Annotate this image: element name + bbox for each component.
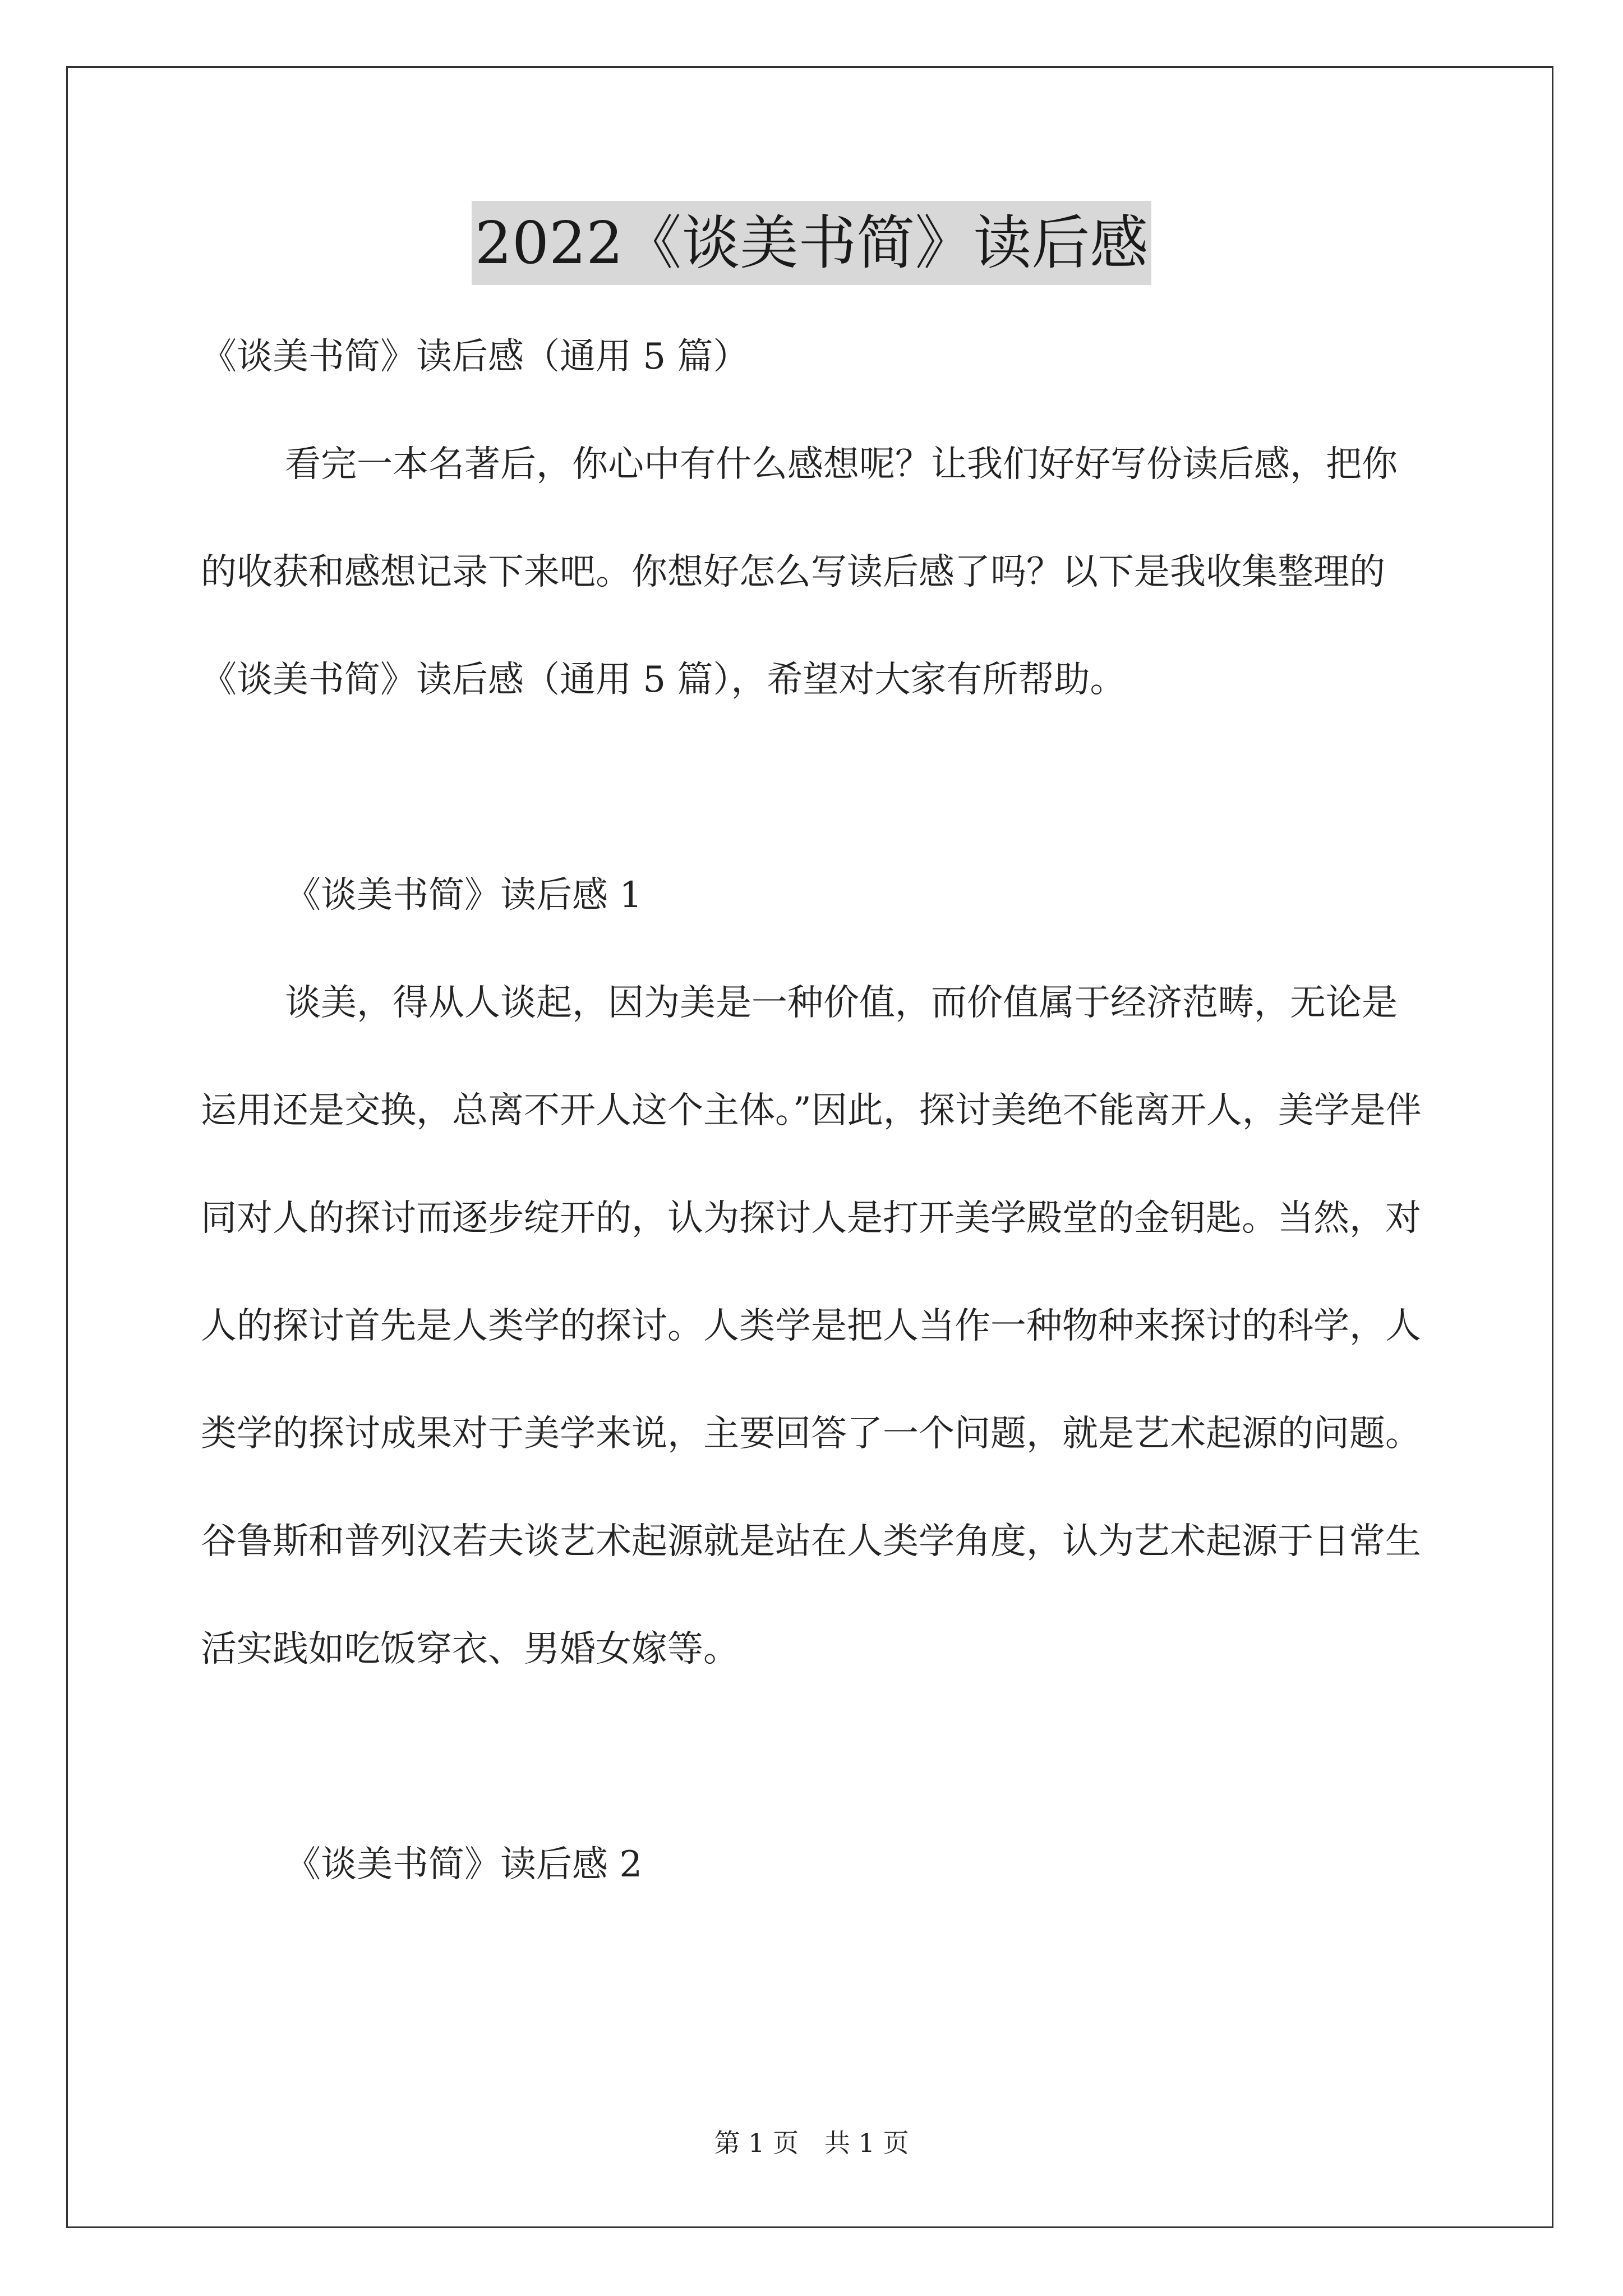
section-body-1: 谈美，得从人谈起，因为美是一种价值，而价值属于经济范畴，无论是运用还是交换，总离不开人这个主体。”因此，探讨美绝不能离开人，美学是伴同对人的探讨而逐步绽开的，认为探讨人是打开美学殿堂的金钥匙。当然，对人的探讨首先是人类学的探讨。人类学是把人当作一种物种来探讨的科学，人类学的探讨成果对于美学来说，主要回答了一个问题，就是艺术起源的问题。谷鲁斯和普列汉若夫谈艺术起源就是站在人类学角度，认为艺术起源于日常生活实践如吃饭穿衣、男婚女嫁等。 bbox=[201, 982, 1422, 1670]
title-container bbox=[0, 201, 1623, 285]
document-body bbox=[201, 303, 1423, 1918]
intro-paragraph: 看完一本名著后，你心中有什么感想呢？让我们好好写份读后感，把你的收获和感想记录下来吧。你想好怎么写读后感了吗？以下是我收集整理的《谈美书简》读后感（通用 5 篇），希望对大家有所帮助。 bbox=[201, 444, 1398, 701]
section-heading-2: 《谈美书简》读后感 2 bbox=[285, 1844, 643, 1885]
document-subtitle: 《谈美书简》读后感（通用 5 篇） bbox=[201, 336, 749, 378]
spacer bbox=[201, 734, 1423, 841]
spacer bbox=[201, 1703, 1423, 1811]
document-title: 2022《谈美书简》读后感 bbox=[472, 201, 1152, 285]
section-heading-1: 《谈美书简》读后感 1 bbox=[285, 875, 643, 916]
page-footer: 第 1 页 共 1 页 bbox=[714, 2128, 909, 2158]
